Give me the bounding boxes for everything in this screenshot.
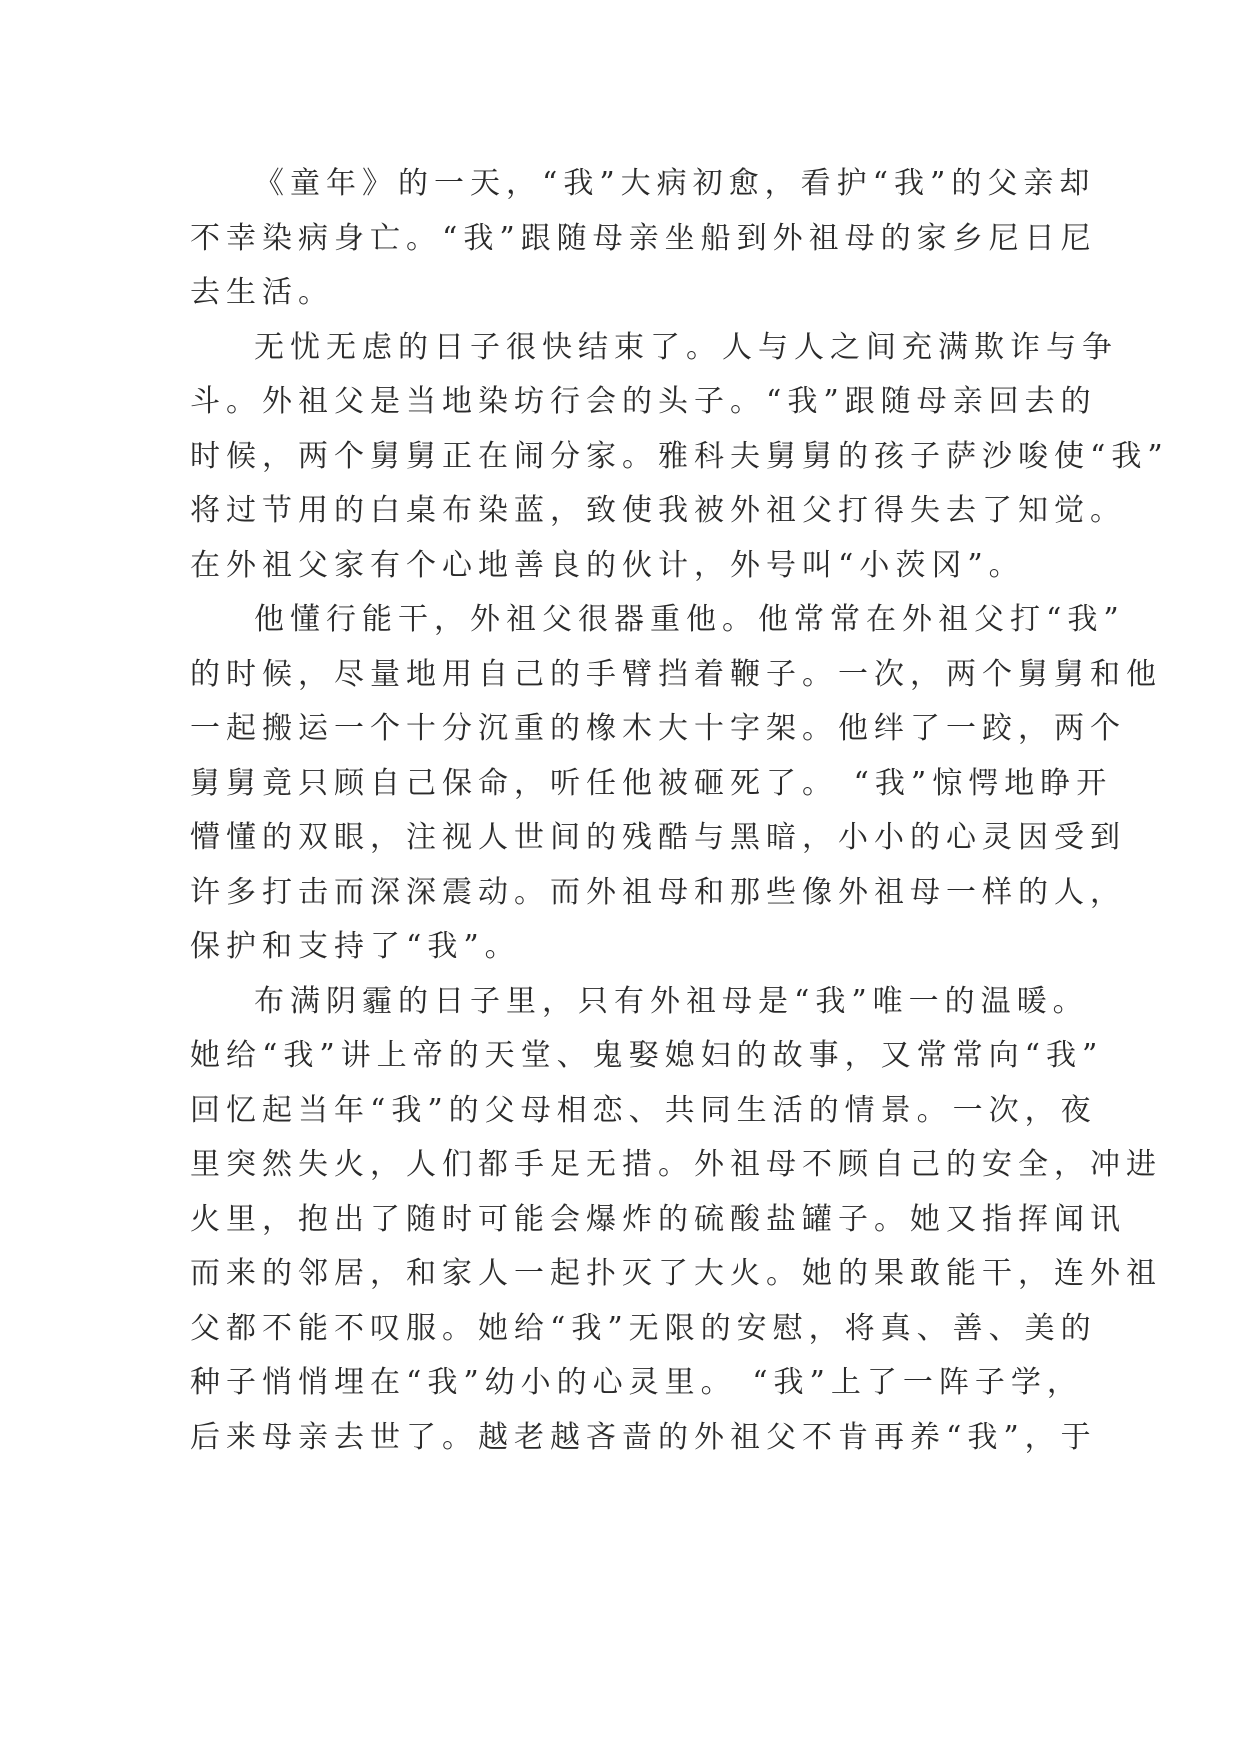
- paragraph-line: 《童年》的一天，“我”大病初愈，看护“我”的父亲却: [254, 166, 1096, 201]
- paragraph-line: 的时候，尽量地用自己的手臂挡着鞭子。一次，两个舅舅和他: [190, 656, 1162, 692]
- paragraph-line: 在外祖父家有个心地善良的伙计，外号叫“小茨冈”。: [190, 547, 1025, 583]
- paragraph-line: 保护和支持了“我”。: [190, 929, 521, 964]
- paragraph-line: 一起搬运一个十分沉重的橡木大十字架。他绊了一跤，两个: [190, 711, 1126, 746]
- paragraph-line: 回忆起当年“我”的父母相恋、共同生活的情景。一次，夜: [190, 1092, 1097, 1128]
- paragraph-line: 无忧无虑的日子很快结束了。人与人之间充满欺诈与争: [254, 329, 1118, 365]
- paragraph-line: 懵懂的双眼，注视人世间的残酷与黑暗，小小的心灵因受到: [190, 820, 1126, 855]
- paragraph-line: 而来的邻居，和家人一起扑灭了大火。她的果敢能干，连外祖: [190, 1256, 1162, 1291]
- paragraph-line: 时候，两个舅舅正在闹分家。雅科夫舅舅的孩子萨沙唆使“我”: [190, 438, 1169, 474]
- paragraph-line: 火里，抱出了随时可能会爆炸的硫酸盐罐子。她又指挥闻讯: [190, 1201, 1126, 1237]
- paragraph-line: 他懂行能干，外祖父很器重他。他常常在外祖父打“我”: [254, 602, 1125, 637]
- paragraph-line: 父都不能不叹服。她给“我”无限的安慰，将真、善、美的: [190, 1310, 1097, 1346]
- paragraph-line: 去生活。: [190, 275, 334, 310]
- paragraph-line: 后来母亲去世了。越老越吝啬的外祖父不肯再养“我”，于: [190, 1419, 1097, 1455]
- paragraph-line: 舅舅竟只顾自己保命，听任他被砸死了。 “我”惊愕地睁开: [190, 765, 1113, 801]
- paragraph-line: 将过节用的白桌布染蓝，致使我被外祖父打得失去了知觉。: [190, 493, 1126, 528]
- paragraph-line: 里突然失火，人们都手足无措。外祖母不顾自己的安全，冲进: [190, 1147, 1162, 1182]
- paragraph-line: 种子悄悄埋在“我”幼小的心灵里。 “我”上了一阵子学，: [190, 1365, 1083, 1400]
- paragraph-line: 她给“我”讲上帝的天堂、鬼娶媳妇的故事，又常常向“我”: [190, 1038, 1104, 1073]
- body-text: [190, 157, 1169, 1465]
- paragraph-line: 斗。外祖父是当地染坊行会的头子。“我”跟随母亲回去的: [190, 384, 1097, 419]
- paragraph-line: 布满阴霾的日子里，只有外祖母是“我”唯一的温暖。: [254, 983, 1089, 1019]
- paragraph-line: 不幸染病身亡。“我”跟随母亲坐船到外祖母的家乡尼日尼: [190, 220, 1097, 256]
- paragraph-line: 许多打击而深深震动。而外祖母和那些像外祖母一样的人，: [190, 874, 1126, 910]
